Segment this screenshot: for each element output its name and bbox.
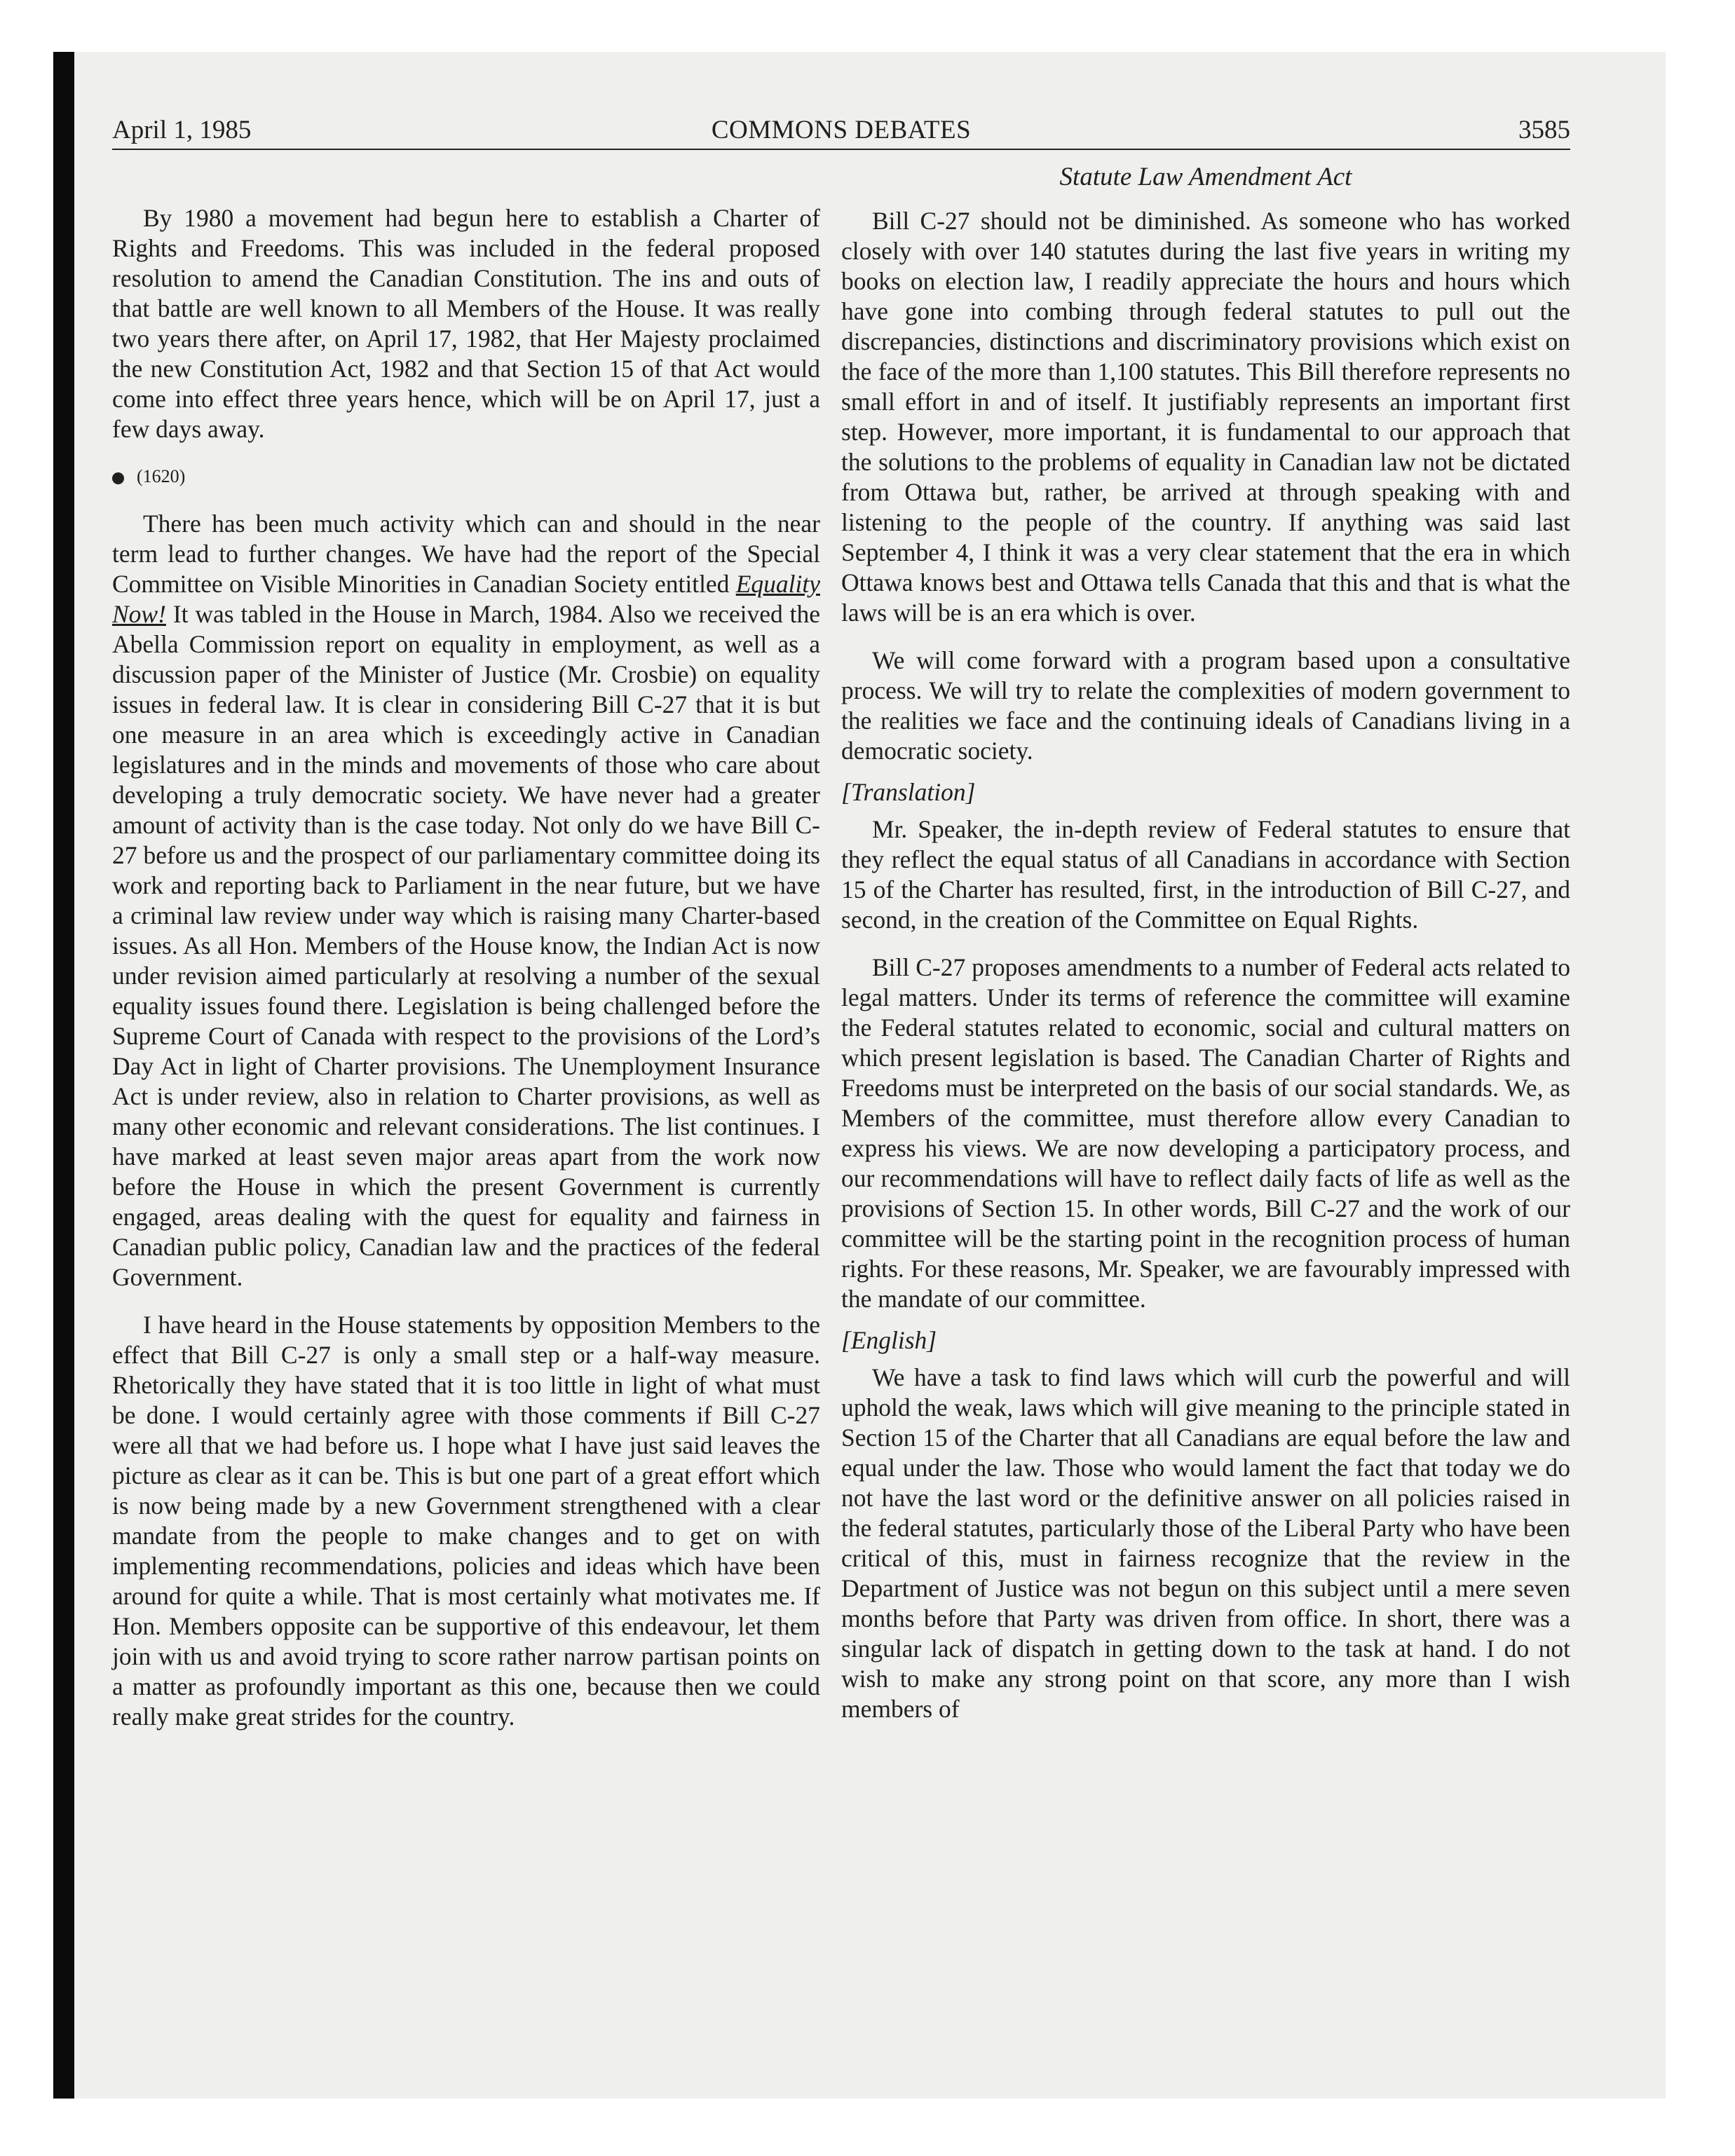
running-subheading: Statute Law Amendment Act [1059,163,1352,191]
right-column [841,206,1570,1724]
paragraph: Bill C-27 proposes amendments to a number of Federal acts related to legal matters. Under its terms of reference the committee will examine the Federal statutes related to economic, social and cultural matters on which present legislation is based. The Canadian Charter of Rights and Freedoms must be interpreted on the basis of our social standards. We, as Members of the committee, must therefore allow every Canadian to express his views. We are now developing a participatory process, and our recommendations will have to reflect daily facts of life as well as the provisions of Section 15. In other words, Bill C-27 and the work of our committee will be the starting point in the recognition process of human rights. For these reasons, Mr. Speaker, we are favourably impressed with the mandate of our committee. [841,953,1570,1313]
paragraph: Mr. Speaker, the in-depth review of Federal statutes to ensure that they reflect the equal status of all Canadians in accordance with Section 15 of the Charter has resulted, first, in the introduction of Bill C-27, and second, in the creation of the Committee on Equal Rights. [841,815,1570,934]
left-column [112,203,820,1732]
header-journal-title: COMMONS DEBATES [711,116,972,144]
paragraph: By 1980 a movement had begun here to establish a Charter of Rights and Freedoms. This was included in the federal proposed resolution to amend the Canadian Constitution. The ins and outs of that battle are well known to all Members of the House. It was really two years there after, on April 17, 1982, that Her Majesty proclaimed the new Constitution Act, 1982 and that Section 15 of that Act would come into effect three years hence, which will be on April 17, just a few days away. [112,204,820,443]
paragraph: Bill C-27 should not be diminished. As someone who has worked closely with over 140 statutes during the last five years in writing my books on election law, I readily appreciate the hours and hours which have gone into combing through federal statutes to pull out the discrepancies, distinctions and discriminatory provisions which exist on the face of the more than 1,100 statutes. This Bill therefore represents no small effort in and of itself. It justifiably represents an important first step. However, more important, it is fundamental to our approach that the solutions to the problems of equality in Canadian law not be dictated from Ottawa but, rather, be arrived at through speaking with and listening to the people of the country. If anything was said last September 4, I think it was a very clear statement that the era in which Ottawa knows best and Ottawa tells Canada that this and that is what the laws will be is an era which is over. [841,207,1570,627]
time-marker-text: (1620) [137,466,186,486]
paragraph: I have heard in the House statements by opposition Members to the effect that Bill C-27 is only a small step or a half-way measure. Rhetorically they have stated that it is too little in light of what must be done. I would certainly agree with those comments if Bill C-27 were all that we had before us. I hope what I have just said leaves the picture as clear as it can be. This is but one part of a great effort which is now being made by a new Government strengthened with a clear mandate from the people to make changes and to get on with implementing recommendations, policies and ideas which have been around for quite a while. That is most certainly what motivates me. If Hon. Members opposite can be supportive of this endeavour, let them join with us and avoid trying to score rather narrow partisan points on a matter as profoundly important as this one, because then we could really make great strides for the country. [112,1311,820,1731]
paragraph: We have a task to find laws which will curb the powerful and will uphold the weak, laws which will give meaning to the principle stated in Section 15 of the Charter that all Canadians are equal before the law and equal under the law. Those who would lament the fact that today we do not have the last word or the definitive answer on all policies raised in the federal statutes, particularly those of the Liberal Party who have been critical of this, must in fairness recognize that the review in the Department of Justice was not begun on this subject until a mere seven months before that Party was driven from office. In short, there was a singular lack of dispatch in getting down to the task at hand. I do not wish to make any strong point on that score, any more than I wish members of [841,1363,1570,1723]
binding-edge [53,52,74,2099]
bullet-icon [112,472,124,484]
header-date: April 1, 1985 [112,116,252,144]
header-rule [112,149,1570,150]
page-header [112,112,1570,149]
paragraph-text: There has been much activity which can and should in the near term lead to further changes. We have had the report of the Special Committee on Visible Minorities in Canadian Society entitled [112,510,820,598]
english-note: [English] [841,1326,937,1354]
paragraph-text: It was tabled in the House in March, 1984. Also we received the Abella Commission report on equality in employment, as well as a discussion paper of the Minister of Justice (Mr. Crosbie) on equality issues in federal law. It is clear in considering Bill C-27 that it is but one measure in an area which is exceedingly active in Canadian legislatures and in the minds and movements of those who care about developing a truly democratic society. We have never had a greater amount of activity than is the case today. Not only do we have Bill C-27 before us and the prospect of our parliamentary committee doing its work and reporting back to Parliament in the near future, but we have a criminal law review under way which is raising many Charter-based issues. As all Hon. Members of the House know, the Indian Act is now under revision aimed particularly at resolving a number of the sexual equality issues found there. Legislation is being challenged before the Supreme Court of Canada with respect to the provisions of the Lord’s Day Act in light of Charter provisions. The Unemployment Insurance Act is under review, also in relation to Charter provisions, as well as many other economic and relevant considerations. The list continues. I have marked at least seven major areas apart from the work now before the House in which the present Government is currently engaged, areas dealing with the quest for equality and fairness in Canadian public policy, Canadian law and the practices of the federal Government. [112,600,820,1291]
translation-note: [Translation] [841,778,976,806]
header-page-number: 3585 [1518,116,1570,144]
paragraph: We will come forward with a program based upon a consultative process. We will try to relate the complexities of modern government to the realities we face and the continuing ideals of Canadians living in a democratic society. [841,646,1570,765]
report-title: Equality Now! [112,570,820,628]
paragraph [112,509,820,1292]
time-marker [112,463,820,491]
